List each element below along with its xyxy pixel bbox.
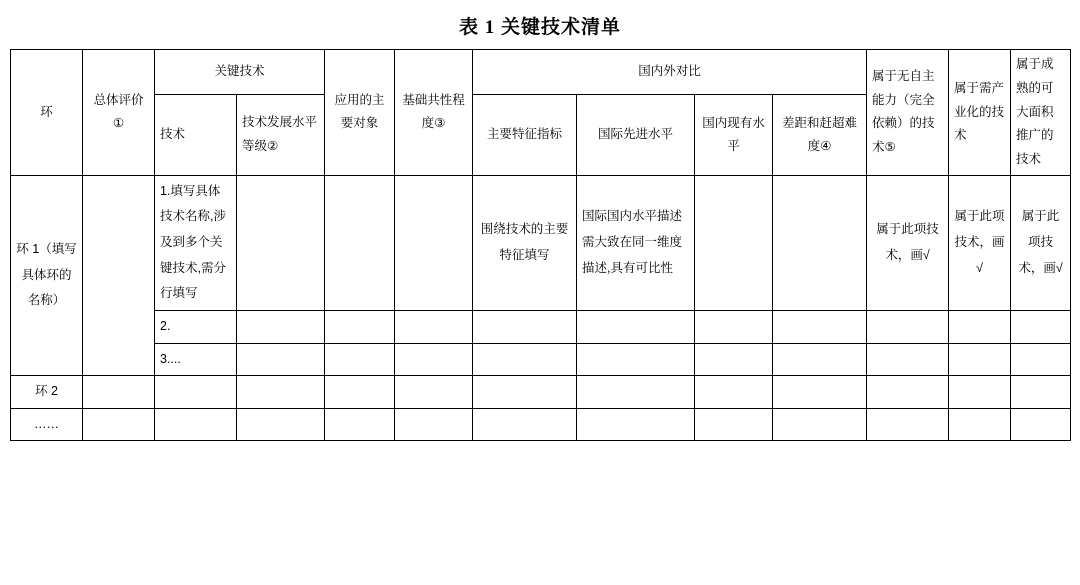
header-col-mature-promote: 属于成熟的可大面积推广的技术 [1011, 50, 1071, 176]
cell-main-feature[interactable]: 围绕技术的主要特征填写 [473, 175, 577, 310]
table-row [11, 175, 1071, 310]
cell-intl-advanced[interactable]: 国际国内水平描述需大致在同一维度描述,具有可比性 [577, 175, 695, 310]
cell-mature-promote[interactable] [1011, 310, 1071, 343]
cell-apply-object[interactable] [325, 376, 395, 409]
cell-intl-advanced[interactable] [577, 408, 695, 441]
cell-main-feature[interactable] [473, 408, 577, 441]
cell-domestic-level[interactable] [695, 343, 773, 376]
cell-env[interactable]: 环 1（填写具体环的名称） [11, 175, 83, 375]
cell-overall-eval[interactable] [83, 376, 155, 409]
header-col-apply-object: 应用的主要对象 [325, 50, 395, 176]
cell-domestic-level[interactable] [695, 310, 773, 343]
cell-tech[interactable] [155, 376, 237, 409]
table-row [11, 376, 1071, 409]
header-row-1 [11, 50, 1071, 95]
cell-main-feature[interactable] [473, 310, 577, 343]
cell-tech-level[interactable] [237, 310, 325, 343]
header-col-industrialize: 属于需产业化的技术 [949, 50, 1011, 176]
cell-apply-object[interactable] [325, 343, 395, 376]
cell-industrialize[interactable] [949, 376, 1011, 409]
header-col-gap-catchup: 差距和赶超难度④ [773, 94, 867, 175]
cell-apply-object[interactable] [325, 175, 395, 310]
cell-domestic-level[interactable] [695, 175, 773, 310]
header-col-domestic-level: 国内现有水平 [695, 94, 773, 175]
cell-gap-catchup[interactable] [773, 175, 867, 310]
header-col-overall-eval: 总体评价① [83, 50, 155, 176]
key-technology-table [10, 49, 1071, 441]
cell-gap-catchup[interactable] [773, 376, 867, 409]
cell-main-feature[interactable] [473, 343, 577, 376]
cell-industrialize[interactable]: 属于此项技术，画√ [949, 175, 1011, 310]
cell-intl-advanced[interactable] [577, 376, 695, 409]
cell-no-autonomy[interactable] [867, 310, 949, 343]
cell-industrialize[interactable] [949, 310, 1011, 343]
cell-no-autonomy[interactable] [867, 408, 949, 441]
cell-tech-level[interactable] [237, 175, 325, 310]
cell-industrialize[interactable] [949, 343, 1011, 376]
cell-base-common[interactable] [395, 376, 473, 409]
cell-industrialize[interactable] [949, 408, 1011, 441]
cell-base-common[interactable] [395, 175, 473, 310]
cell-tech[interactable] [155, 408, 237, 441]
cell-gap-catchup[interactable] [773, 408, 867, 441]
cell-tech-level[interactable] [237, 376, 325, 409]
cell-gap-catchup[interactable] [773, 343, 867, 376]
table-header [11, 50, 1071, 176]
cell-no-autonomy[interactable]: 属于此项技术，画√ [867, 175, 949, 310]
cell-domestic-level[interactable] [695, 408, 773, 441]
cell-tech-level[interactable] [237, 408, 325, 441]
cell-env[interactable]: …… [11, 408, 83, 441]
cell-gap-catchup[interactable] [773, 310, 867, 343]
cell-no-autonomy[interactable] [867, 376, 949, 409]
table-row [11, 408, 1071, 441]
cell-intl-advanced[interactable] [577, 310, 695, 343]
cell-intl-advanced[interactable] [577, 343, 695, 376]
cell-overall-eval[interactable] [83, 408, 155, 441]
cell-no-autonomy[interactable] [867, 343, 949, 376]
header-group-key-tech: 关键技术 [155, 50, 325, 95]
table-caption [0, 0, 1080, 49]
table-row [11, 310, 1071, 343]
header-col-env: 环 [11, 50, 83, 176]
cell-env[interactable]: 环 2 [11, 376, 83, 409]
header-col-base-common: 基础共性程度③ [395, 50, 473, 176]
header-col-intl-advanced: 国际先进水平 [577, 94, 695, 175]
cell-tech-level[interactable] [237, 343, 325, 376]
cell-apply-object[interactable] [325, 310, 395, 343]
table-caption-text: 表 1 关键技术清单 [458, 17, 621, 38]
cell-mature-promote[interactable] [1011, 343, 1071, 376]
cell-tech[interactable]: 3.... [155, 343, 237, 376]
cell-overall-eval[interactable] [83, 175, 155, 375]
cell-main-feature[interactable] [473, 376, 577, 409]
cell-base-common[interactable] [395, 310, 473, 343]
table-row [11, 343, 1071, 376]
header-group-compare: 国内外对比 [473, 50, 867, 95]
cell-domestic-level[interactable] [695, 376, 773, 409]
cell-apply-object[interactable] [325, 408, 395, 441]
cell-mature-promote[interactable] [1011, 408, 1071, 441]
header-col-main-feature: 主要特征指标 [473, 94, 577, 175]
cell-base-common[interactable] [395, 408, 473, 441]
cell-tech[interactable]: 1.填写具体技术名称,涉及到多个关键技术,需分行填写 [155, 175, 237, 310]
cell-mature-promote[interactable]: 属于此项技术，画√ [1011, 175, 1071, 310]
table-body [11, 175, 1071, 441]
header-col-tech: 技术 [155, 94, 237, 175]
cell-base-common[interactable] [395, 343, 473, 376]
header-col-no-autonomy: 属于无自主能力（完全依赖）的技术⑤ [867, 50, 949, 176]
cell-tech[interactable]: 2. [155, 310, 237, 343]
header-col-tech-level: 技术发展水平等级② [237, 94, 325, 175]
cell-mature-promote[interactable] [1011, 376, 1071, 409]
